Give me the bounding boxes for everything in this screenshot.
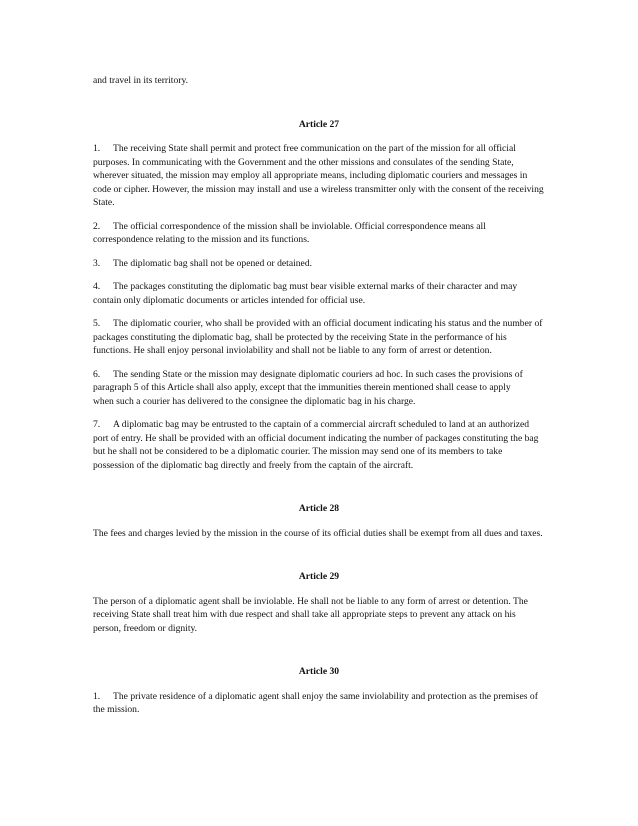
paragraph (93, 690, 545, 717)
paragraph-text: The diplomatic courier, who shall be provided with an official document indicating his status and the number of packages constituting the diplomatic bag, shall be protected by the receiving State in the performance of his functions. He shall enjoy personal inviolability and shall not be liable to any form of arrest or detention. (93, 318, 543, 356)
paragraph-number: 4. (93, 281, 101, 292)
paragraph-text: The person of a diplomatic agent shall be inviolable. He shall not be liable to any form of arrest or detention. The receiving State shall treat him with due respect and shall take all appropriate steps to prevent any attack on his person, freedom or dignity. (93, 595, 528, 634)
paragraph-number: 3. (93, 257, 101, 269)
paragraph-number: 1. (93, 690, 101, 702)
paragraph-text: The private residence of a diplomatic agent shall enjoy the same inviolability and protection as the premises of the mission. (93, 690, 538, 715)
paragraph (93, 280, 545, 307)
paragraph-text: The official correspondence of the mission shall be inviolable. Official correspondence means all correspondence relating to the mission and its functions. (93, 220, 486, 245)
paragraph (93, 220, 545, 247)
paragraph-number: 6. (93, 368, 101, 380)
article-heading: Article 27 (298, 118, 340, 130)
article-heading: Article 29 (298, 571, 340, 582)
paragraph-text: A diplomatic bag may be entrusted to the captain of a commercial aircraft scheduled to land at an authorized port of entry. He shall be provided with an official document indicating the number of packages constituting the bag but he shall not be considered to be a diplomatic courier. The mission may send one of its members to take possession of the diplomatic bag directly and freely from the captain of the aircraft. (93, 419, 539, 471)
paragraph-text: The receiving State shall permit and protect free communication on the part of the mission for all official purposes. In communicating with the Government and the other missions and consulates of the sending State, wherever situated, the mission may employ all appropriate means, including diplomatic couriers and messages in code or cipher. However, the mission may install and use a wireless transmitter only with the consent of the receiving State. (93, 143, 544, 208)
article-heading: Article 28 (298, 503, 340, 514)
paragraph-number: 2. (93, 220, 101, 232)
paragraph (93, 418, 545, 472)
paragraph (93, 317, 545, 358)
paragraph-continuation: when such a courier has delivered to the consignee the diplomatic bag in his charge. (93, 395, 416, 407)
paragraph-text: The sending State or the mission may designate diplomatic couriers ad hoc. In such cases the provisions of paragraph 5 of this Article shall also apply, except that the immunities therein mentioned shall cease to apply (93, 368, 523, 393)
paragraph-text: The diplomatic bag shall not be opened or detained. (113, 257, 313, 269)
paragraph-number: 7. (93, 419, 101, 430)
paragraph-number: 5. (93, 318, 101, 329)
intro-text: and travel in its territory. (93, 75, 189, 86)
paragraph-text: The packages constituting the diplomatic bag must bear visible external marks of their character and may contain only diplomatic documents or articles intended for official use. (93, 281, 518, 306)
paragraph-number: 1. (93, 143, 101, 154)
paragraph (93, 257, 545, 271)
paragraph (93, 368, 545, 409)
document-body (93, 74, 545, 727)
paragraph-text: The fees and charges levied by the mission in the course of its official duties shall be exempt from all dues and taxes. (93, 527, 543, 539)
paragraph (93, 142, 545, 210)
article-heading: Article 30 (298, 666, 340, 677)
